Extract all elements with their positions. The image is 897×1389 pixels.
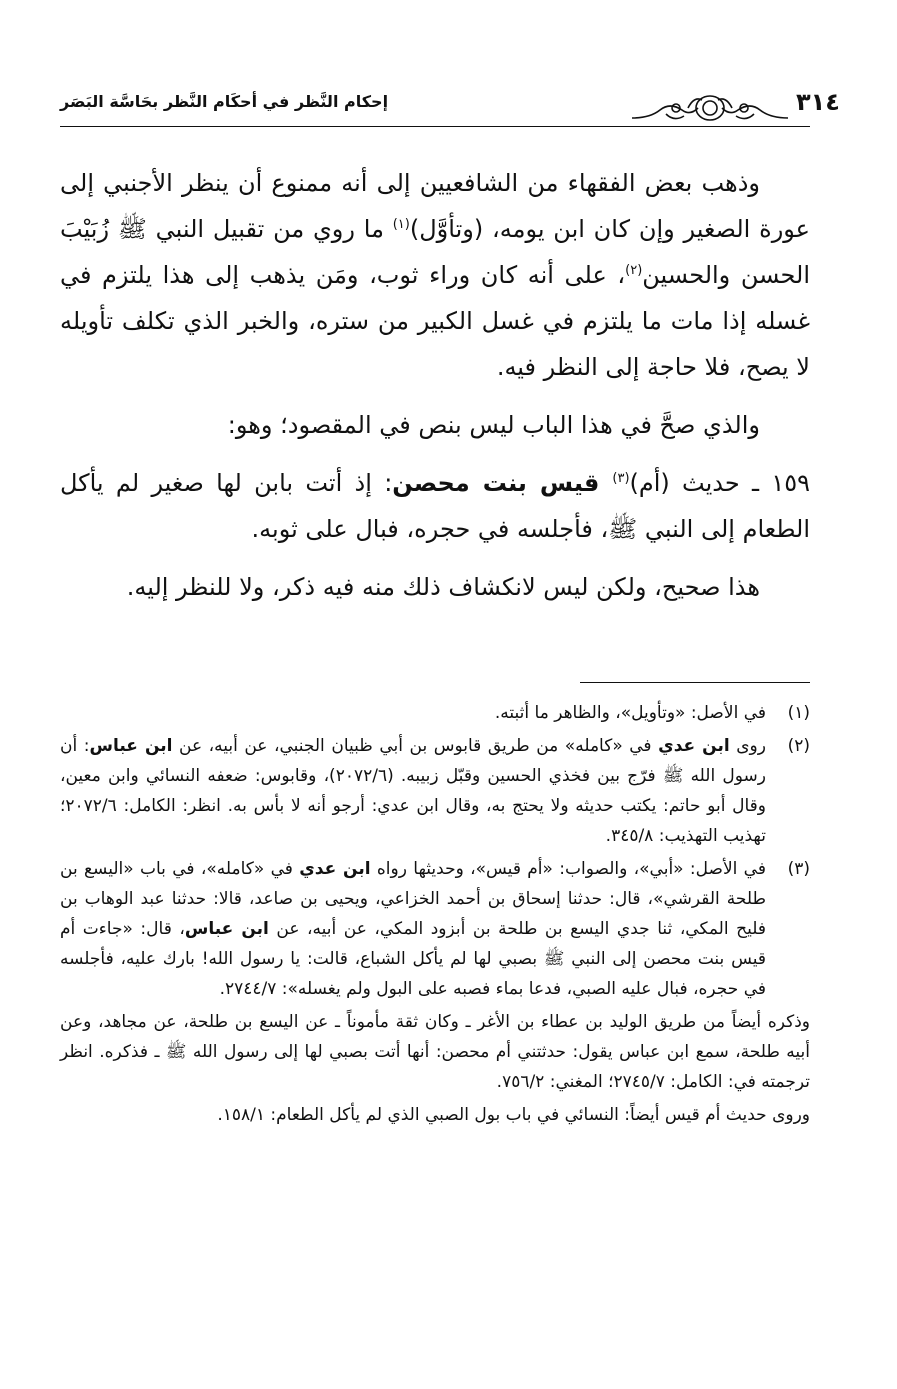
ornament-icon — [630, 88, 790, 128]
footnote-2 — [60, 731, 810, 851]
footnote-text — [60, 731, 766, 851]
narrator-name: قيس بنت محصن — [392, 469, 613, 497]
footnote-3-part-a: في الأصل: «أبي»، والصواب: «أم قيس»، وحديثها رواه — [370, 859, 766, 879]
footnote-3-continuation: وذكره أيضاً من طريق الوليد بن عطاء بن الأغر ـ وكان ثقة مأموناً ـ عن اليسع بن طلحة، عن مجاهد، وعن أبيه طلحة، سمع ابن عباس يقول: حدثتني أم محصن: أنها أتت بصبي لها إلى رسول الله ﷺ ـ فذكره. انظر ترجمته في: الكامل: ٢٧٤٥/٧؛ المغني: ٧٥٦/٢. — [60, 1012, 810, 1092]
page-number: ٣١٤ — [796, 88, 840, 116]
hadith-159 — [60, 460, 810, 552]
footnote-3-part-d: ، قال: «جاءت أم قيس بنت محصن إلى النبي ﷺ بصبي لها لم يأكل الشباع، قالت: يا رسول الله! بارك عليه، فأجلسه في حجره، فبال عليه الصبي، فدعا بماء فصبه على البول ولم يغسله»: ٢٧٤٤/٧. — [60, 919, 766, 999]
paragraph-2: والذي صحَّ في هذا الباب ليس بنص في المقصود؛ وهو: — [227, 411, 760, 439]
footnotes — [60, 698, 810, 1133]
footnote-text: في الأصل: «وتأويل»، والظاهر ما أثبته. — [494, 703, 766, 723]
footnote-ref-1: (١) — [392, 217, 410, 232]
footnote-number: (٣) — [787, 859, 810, 879]
page-header — [60, 88, 840, 128]
footnote-number: (١) — [787, 703, 810, 723]
hadith-text: : إذ أتت بابن لها صغير لم يأكل الطعام إلى النبي ﷺ، فأجلسه في حجره، فبال على ثوبه. — [60, 469, 810, 543]
author-name: ابن عدي — [658, 736, 730, 756]
footnote-2-part-d: : أن رسول الله ﷺ فرّج بين فخذي الحسين وقبّل زبيبه. (٢٠٧٢/٦)، وقابوس: ضعفه النسائي وابن معين، وقال أبو حاتم: يكتب حديثه ولا يحتج به، وقال ابن عدي: أرجو أنه لا بأس به. انظر: الكامل: ٢٠٧٢/٦؛ تهذيب التهذيب: ٣٤٥/٨. — [60, 736, 766, 846]
paragraph-1 — [60, 160, 810, 390]
footnote-3 — [60, 854, 810, 1004]
paragraph-1-part-b: ما روي من تقبيل النبي ﷺ زُبَيْبَ الحسن والحسين — [60, 215, 811, 289]
author-name: ابن عدي — [299, 859, 371, 879]
header-rule — [60, 126, 810, 127]
hadith-number: ١٥٩ ـ حديث (أم) — [629, 469, 810, 497]
main-text — [60, 160, 810, 622]
narrator-name: ابن عباس — [89, 736, 173, 756]
paragraph-1-part-c: ، على أنه كان وراء ثوب، ومَن يذهب إلى هذا يلتزم في غسله إذا مات ما يلتزم في غسل الكبير من ستره، والخبر الذي تكلف تأويله لا يصح، فلا حاجة إلى النظر فيه. — [60, 261, 810, 381]
footnote-2-part-a: روى — [729, 736, 766, 756]
footnote-rule — [580, 682, 810, 683]
footnote-3-part-c: في «كامله»، في باب «اليسع بن طلحة القرشي»، قال: حدثنا إسحاق بن أحمد الخزاعي، ويحيى بن صاعد، قالا: حدثنا عبد الوهاب بن فليح المكي، ثنا جدي اليسع بن طلحة بن أبزود المكي، عن أبيه، عن — [60, 859, 766, 939]
footnote-1 — [60, 698, 810, 728]
footnote-number: (٢) — [787, 736, 810, 756]
footnote-3-continuation-2: وروى حديث أم قيس أيضاً: النسائي في باب بول الصبي الذي لم يأكل الطعام: ١٥٨/١. — [217, 1105, 810, 1125]
running-title: إحكام النَّظر في أحكَام النَّظر بحَاسَّة البَصَر — [60, 92, 389, 111]
footnote-ref-3: (٣) — [612, 471, 630, 486]
narrator-name: ابن عباس — [184, 919, 269, 939]
paragraph-4: هذا صحيح، ولكن ليس لانكشاف ذلك منه فيه ذكر، ولا للنظر إليه. — [126, 573, 760, 601]
footnote-2-part-c: في «كامله» من طريق قابوس بن أبي ظبيان الجنبي، عن أبيه، عن — [172, 736, 659, 756]
footnote-ref-2: (٢) — [625, 263, 643, 278]
paragraph-1-part-a: وذهب بعض الفقهاء من الشافعيين إلى أنه ممنوع أن ينظر الأجنبي إلى عورة الصغير وإن كان ابن يومه، (وتأوَّل) — [60, 169, 810, 243]
footnote-text — [60, 854, 766, 1004]
